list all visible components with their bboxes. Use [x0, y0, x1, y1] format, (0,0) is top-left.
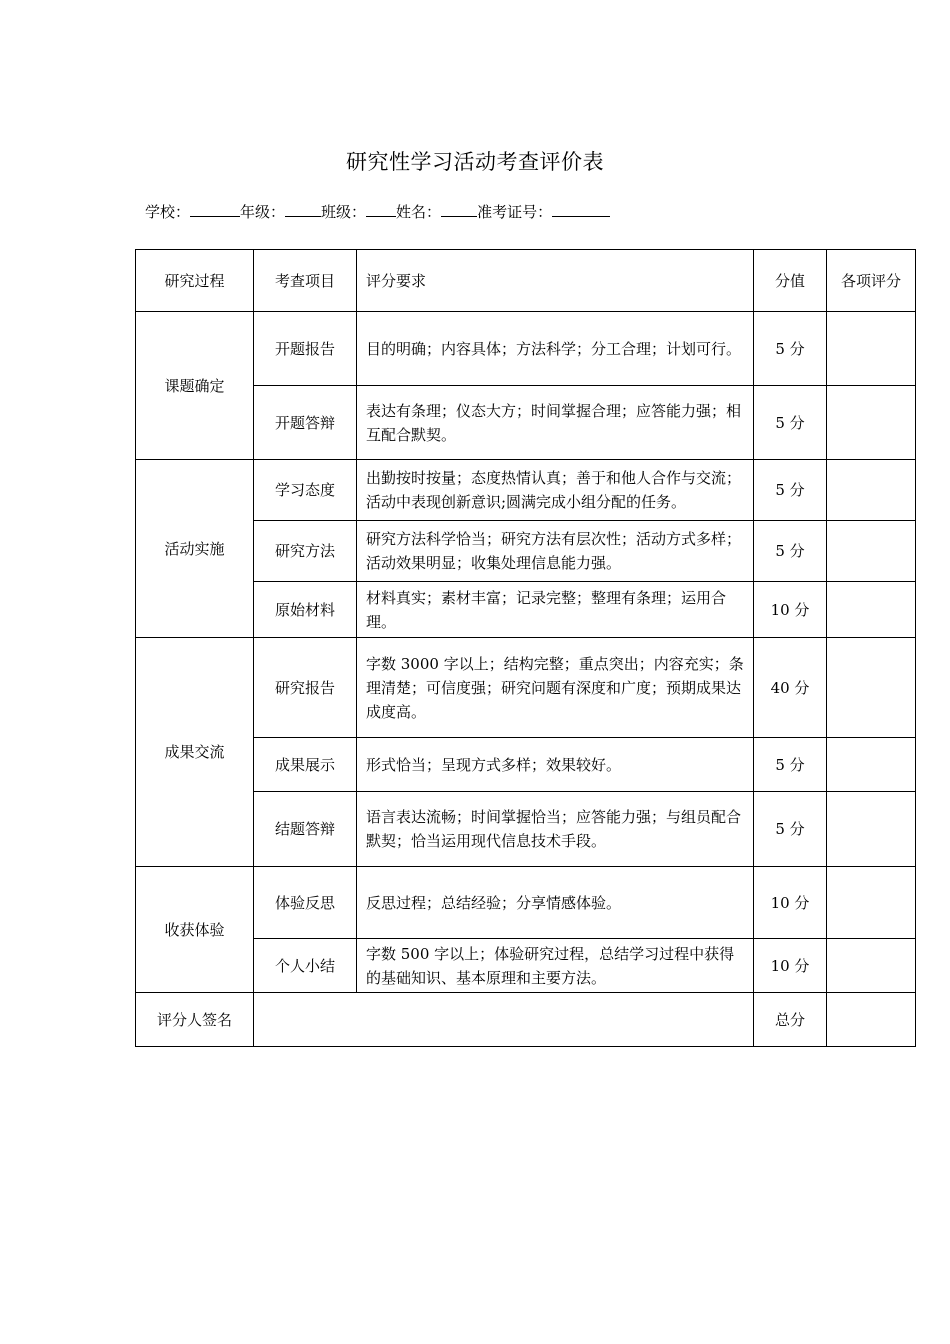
- requirement-cell: 表达有条理；仪态大方；时间掌握合理；应答能力强；相互配合默契。: [357, 386, 754, 460]
- school-field[interactable]: [190, 200, 240, 217]
- header-requirement: 评分要求: [357, 250, 754, 312]
- rating-input-cell[interactable]: [827, 582, 916, 638]
- rating-input-cell[interactable]: [827, 460, 916, 521]
- stage-cell: 收获体验: [136, 867, 254, 993]
- rating-input-cell[interactable]: [827, 792, 916, 867]
- requirement-cell: 材料真实；素材丰富；记录完整；整理有条理；运用合理。: [357, 582, 754, 638]
- class-label: 班级：: [321, 203, 367, 221]
- exam-number-label: 准考证号：: [477, 203, 553, 221]
- rating-input-cell[interactable]: [827, 738, 916, 792]
- rating-input-cell[interactable]: [827, 521, 916, 582]
- signature-input-cell[interactable]: [254, 993, 754, 1047]
- rating-input-cell[interactable]: [827, 386, 916, 460]
- rating-input-cell[interactable]: [827, 939, 916, 993]
- rating-input-cell[interactable]: [827, 312, 916, 386]
- class-field[interactable]: [366, 200, 396, 217]
- header-stage: 研究过程: [136, 250, 254, 312]
- table-row: [136, 312, 916, 386]
- score-cell: 10 分: [754, 867, 827, 939]
- page-title: 研究性学习活动考查评价表: [346, 150, 604, 174]
- requirement-cell: 反思过程；总结经验；分享情感体验。: [357, 867, 754, 939]
- student-info-line: [145, 200, 610, 222]
- total-label: 总分: [754, 993, 827, 1047]
- score-cell: 5 分: [754, 386, 827, 460]
- rating-input-cell[interactable]: [827, 867, 916, 939]
- score-cell: 5 分: [754, 521, 827, 582]
- table-row: [136, 867, 916, 939]
- requirement-cell: 语言表达流畅；时间掌握恰当；应答能力强；与组员配合默契；恰当运用现代信息技术手段。: [357, 792, 754, 867]
- header-item: 考查项目: [254, 250, 357, 312]
- table-row: [136, 638, 916, 738]
- evaluation-table: [135, 249, 916, 1047]
- item-cell: 结题答辩: [254, 792, 357, 867]
- header-rating: 各项评分: [827, 250, 916, 312]
- requirement-cell: 形式恰当；呈现方式多样；效果较好。: [357, 738, 754, 792]
- score-cell: 5 分: [754, 312, 827, 386]
- rating-input-cell[interactable]: [827, 638, 916, 738]
- table-row: [136, 460, 916, 521]
- requirement-cell: 字数 3000 字以上；结构完整；重点突出；内容充实；条理清楚；可信度强；研究问题有深度和广度；预期成果达成度高。: [357, 638, 754, 738]
- item-cell: 开题答辩: [254, 386, 357, 460]
- item-cell: 个人小结: [254, 939, 357, 993]
- table-header-row: [136, 250, 916, 312]
- item-cell: 体验反思: [254, 867, 357, 939]
- requirement-cell: 研究方法科学恰当；研究方法有层次性；活动方式多样；活动效果明显；收集处理信息能力强。: [357, 521, 754, 582]
- item-cell: 学习态度: [254, 460, 357, 521]
- item-cell: 研究方法: [254, 521, 357, 582]
- grade-label: 年级：: [240, 203, 286, 221]
- table-footer-row: [136, 993, 916, 1047]
- item-cell: 研究报告: [254, 638, 357, 738]
- requirement-cell: 出勤按时按量；态度热情认真；善于和他人合作与交流；活动中表现创新意识;圆满完成小组分配的任务。: [357, 460, 754, 521]
- score-cell: 5 分: [754, 460, 827, 521]
- stage-cell: 活动实施: [136, 460, 254, 638]
- score-cell: 40 分: [754, 638, 827, 738]
- stage-cell: 课题确定: [136, 312, 254, 460]
- header-score: 分值: [754, 250, 827, 312]
- score-cell: 5 分: [754, 792, 827, 867]
- score-cell: 10 分: [754, 582, 827, 638]
- name-field[interactable]: [441, 200, 477, 217]
- school-label: 学校：: [145, 203, 191, 221]
- item-cell: 原始材料: [254, 582, 357, 638]
- requirement-cell: 目的明确；内容具体；方法科学；分工合理；计划可行。: [357, 312, 754, 386]
- exam-number-field[interactable]: [552, 200, 610, 217]
- item-cell: 成果展示: [254, 738, 357, 792]
- name-label: 姓名：: [396, 203, 442, 221]
- score-cell: 5 分: [754, 738, 827, 792]
- stage-cell: 成果交流: [136, 638, 254, 867]
- signature-label: 评分人签名: [136, 993, 254, 1047]
- requirement-cell: 字数 500 字以上；体验研究过程，总结学习过程中获得的基础知识、基本原理和主要方法。: [357, 939, 754, 993]
- item-cell: 开题报告: [254, 312, 357, 386]
- total-input-cell[interactable]: [827, 993, 916, 1047]
- score-cell: 10 分: [754, 939, 827, 993]
- grade-field[interactable]: [285, 200, 321, 217]
